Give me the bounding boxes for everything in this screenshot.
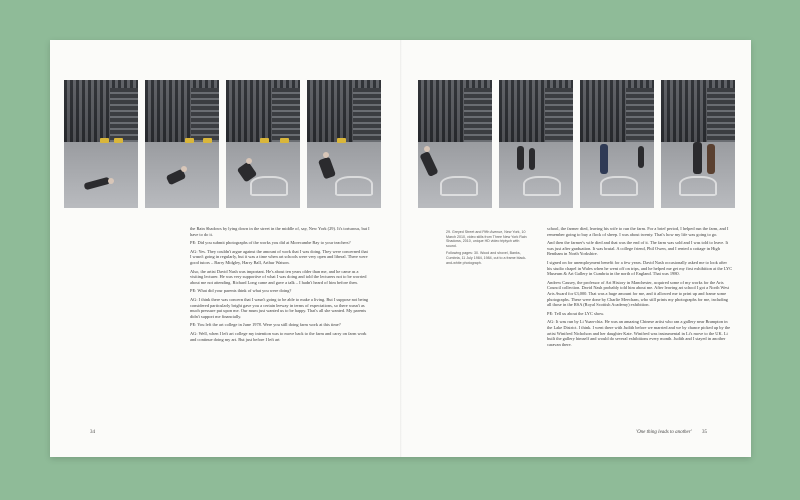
- photo-row-left: [64, 80, 381, 208]
- paragraph: AG: Well, when I left art college my intention was to move back to the farm and carry on farm work and continue doing my art. But just before I left art: [190, 330, 367, 342]
- paragraph: AG: I think there was concern that I wasn't going to be able to make a living. But I suppose not being considered particularly bright gave you a certain leeway in terms of expectations, so there wasn't as much pressure put upon me. Our mum just wanted us to be happy. That's all she wanted. My parents didn't support me financially.: [190, 296, 369, 319]
- right-page-body: [547, 226, 733, 350]
- page-number-left: 34: [90, 430, 95, 435]
- paragraph: PE: Tell us about the LYC show.: [547, 310, 605, 316]
- left-page-body: [190, 226, 370, 345]
- video-still-6: [499, 80, 573, 208]
- video-still-3: [226, 80, 300, 208]
- paragraph: Andrew Causey, the professor of Art History in Manchester, acquired some of my works for the Arts Council collection. David Nash probably told him about me. After leaving art school I got a North West Arts Award for £3,000. That was a huge amount for me, and it allowed me to print up and frame some photographs. These were done by Charlie Meecham, who still prints my photographs for me, including all those in the RSA (Royal Scottish Academy) exhibition.: [547, 279, 730, 308]
- paragraph: PE: What did your parents think of what you were doing?: [190, 288, 292, 294]
- photo-row-right: [418, 80, 735, 208]
- paragraph: the Rain Shadows by lying down in the street in the middle of, say, New York (29). It's torturous, but I have to do it.: [190, 226, 370, 237]
- page-number-right: 35: [702, 430, 707, 435]
- video-still-8: [661, 80, 735, 208]
- paragraph: PE: You left the art college in June 1978. Were you still doing farm work at this time?: [190, 322, 341, 328]
- video-still-2: [145, 80, 219, 208]
- caption-line: Following pages: 30. Wood and shovel, Banks, Cumbria, 11 July 1984, 1984, cut to a frame black-and-white photograph.: [446, 251, 527, 265]
- paragraph: PE: Did you submit photographs of the works you did at Morecambe Bay to your teachers?: [190, 240, 351, 246]
- photo-caption: [446, 230, 528, 265]
- video-still-7: [580, 80, 654, 208]
- video-still-4: [307, 80, 381, 208]
- caption-line: 29. Greyed Street and Fifth Avenue, New York, 10 March 2010, video stills from Three New York Rain Shadows, 2010, unique HD video triptych with sound.: [446, 230, 527, 248]
- paragraph: Also, the artist David Nash was important. He's about ten years older than me, and he came as a visiting lecturer. He was very supportive of what I was doing and told the lecturers not to be worried about me not attending. Richard Long came and gave a talk – I hadn't heard of him before then.: [190, 268, 367, 285]
- paragraph: I signed on for unemployment benefit for a few years. David Nash occasionally asked me to look after his studio chapel in Wales when he went off on trips, and he helped me get my first exhibition at the LYC Museum & Art Gallery in Cumbria in the north of England. That was 1980.: [547, 259, 733, 277]
- video-still-1: [64, 80, 138, 208]
- paragraph: AG: Yes. They couldn't argue against the amount of work that I was doing. They were concerned that I wasn't going in regularly, but it was a time when art schools were very open and liberal. There were good tutors – Barry Midgley, Harry Ball, Arthur Watson.: [190, 248, 368, 265]
- book-gutter: [400, 40, 402, 457]
- video-still-5: [418, 80, 492, 208]
- book-spread: [50, 40, 751, 457]
- paragraph: school, the farmer died, leaving his wife to run the farm. For a brief period, I helped run the farm, and I remember going to buy a flock of sheep. I was about twenty. That's how my life was going to go.: [547, 226, 729, 237]
- running-head: 'One thing leads to another': [636, 430, 692, 435]
- paragraph: And then the farmer's wife died and that was the end of it. The farm was sold and I was told to leave. It was just after graduation. It was brutal. A college friend, Phil Owen, and I rented a cottage in High Bentham in North Yorkshire.: [547, 240, 729, 257]
- paragraph: AG: It was run by Li Yuan-chia. He was an amazing Chinese artist who ran a gallery near Brampton in the Lake District. I think. I went there with Judith before we married and we by chance picked up by the artist Winifred Nicholson and her daughter Kate. Winifred was instrumental in Li's move to the UK. Li built the gallery himself and would do several exhibitions every month. Judith and I stayed in another caravan there.: [547, 319, 731, 347]
